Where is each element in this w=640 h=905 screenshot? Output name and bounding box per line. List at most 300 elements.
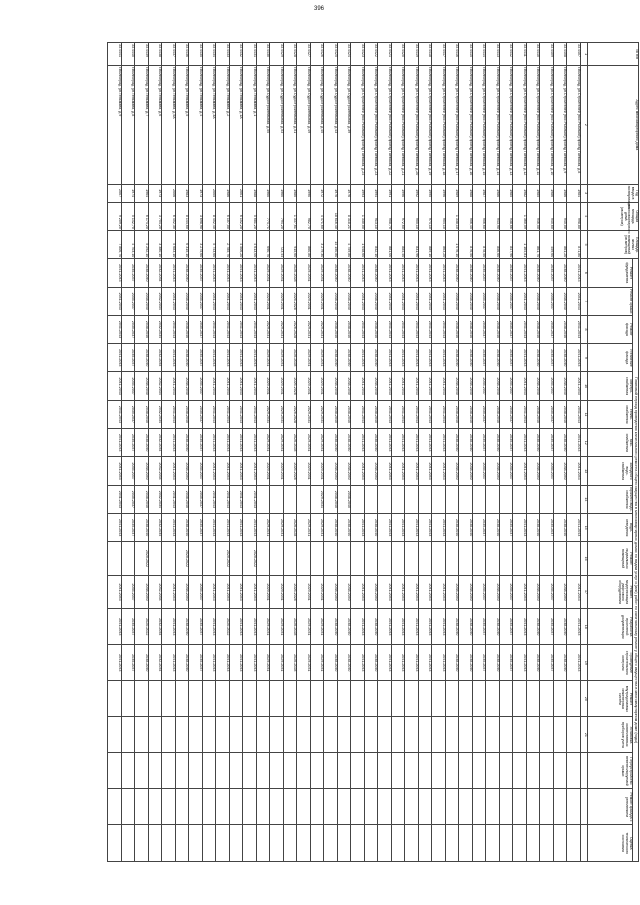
cell-address: г.Волгоград, ул.Тельмана, д.5: [176, 66, 190, 184]
cell-period: 2032-2034: [149, 344, 163, 372]
cell-period: 2038-2040: [446, 429, 460, 457]
cell-period: [135, 717, 149, 753]
cell-period: 2038-2040: [486, 645, 500, 681]
cell-address: г.Волгоград, ул.Строителей (пос.Рыбачий) проезд Гаевская, д.20: [405, 66, 419, 184]
cell-period: [459, 717, 473, 753]
cell-address: г.Волгоград, ул.Строителей (пос.Рыбачий) проезд Гаевская, д.15: [473, 66, 487, 184]
cell-period: 2041-2043: [108, 575, 122, 608]
cell-period: 2038-2040: [324, 609, 338, 645]
cell-period: 2038-2040: [365, 344, 379, 372]
header-work-type: Установка коллективных приборов учета: [588, 717, 633, 753]
cell-period: 2041-2043: [351, 645, 365, 681]
cell-period: 2035-2037: [189, 429, 203, 457]
table-row: [419, 43, 433, 862]
cell-period: 2035-2037: [122, 485, 136, 513]
cell-period: 2041-2043: [432, 315, 446, 343]
cell-period: [230, 753, 244, 789]
cell-living: 863,20: [432, 230, 446, 258]
cell-period: [500, 485, 514, 513]
cell-period: 2026-2028: [284, 609, 298, 645]
cell-period: 2041-2043: [108, 400, 122, 428]
cell-period: [216, 825, 230, 862]
cell-period: 2041-2043: [378, 457, 392, 485]
header-address: Адрес многоквартирного дома: [588, 66, 639, 184]
cell-period: 2029-2031: [297, 259, 311, 287]
cell-period: [203, 542, 217, 575]
cell-period: 2035-2037: [473, 372, 487, 400]
cell-period: [459, 825, 473, 862]
cell-period: [486, 717, 500, 753]
cell-period: 2038-2040: [446, 287, 460, 315]
cell-period: [351, 789, 365, 825]
cell-address: г.Волгоград, ул.Строителей (пос.Рыбачий) проезд Гаевская, д.11: [527, 66, 541, 184]
cell-period: 2038-2040: [459, 344, 473, 372]
cell-period: 2041-2043: [419, 400, 433, 428]
cell-period: [108, 753, 122, 789]
cell-period: [243, 681, 257, 717]
cell-year: 1973: [149, 184, 163, 202]
cell-area: 1 330,00: [351, 202, 365, 230]
cell-period: 2041-2043: [162, 485, 176, 513]
cell-no: 33.4420: [392, 43, 406, 66]
cell-no: 33.4417: [432, 43, 446, 66]
cell-period: 2038-2040: [338, 400, 352, 428]
cell-period: 2038-2040: [365, 372, 379, 400]
cell-period: 2038-2040: [176, 575, 190, 608]
cell-living: 3 380,10: [149, 230, 163, 258]
cell-period: 2035-2037: [473, 287, 487, 315]
cell-no: 33.4419: [405, 43, 419, 66]
cell-period: 2041-2043: [432, 400, 446, 428]
cell-period: 2041-2043: [203, 344, 217, 372]
cell-period: [378, 681, 392, 717]
cell-living: 690,70: [257, 230, 271, 258]
cell-period: 2035-2037: [473, 259, 487, 287]
cell-period: [446, 753, 460, 789]
cell-period: 2038-2040: [324, 645, 338, 681]
cell-period: [446, 542, 460, 575]
cell-no: 33.4422: [365, 43, 379, 66]
cell-period: 2041-2043: [567, 259, 581, 287]
cell-period: 2035-2037: [500, 575, 514, 608]
cell-area: 958,70: [378, 202, 392, 230]
cell-period: 2041-2043: [243, 575, 257, 608]
cell-area: 974,10: [419, 202, 433, 230]
cell-period: 2041-2043: [203, 372, 217, 400]
cell-period: 2035-2037: [189, 287, 203, 315]
cell-year: 2001: [230, 184, 244, 202]
cell-period: 2032-2034: [149, 514, 163, 542]
cell-period: 2038-2040: [176, 485, 190, 513]
cell-period: 2029-2031: [270, 457, 284, 485]
cell-period: 2026-2028: [284, 400, 298, 428]
cell-period: 2029-2031: [270, 514, 284, 542]
cell-period: 2041-2043: [230, 372, 244, 400]
cell-year: 1989: [446, 184, 460, 202]
cell-no: 33.4427: [297, 43, 311, 66]
table-row: [392, 43, 406, 862]
cell-period: 2041-2043: [567, 514, 581, 542]
cell-period: [513, 542, 527, 575]
cell-period: [243, 825, 257, 862]
cell-period: 2041-2043: [419, 514, 433, 542]
cell-period: [284, 825, 298, 862]
column-number: 13: [581, 457, 588, 485]
cell-area: 3 698,90: [189, 202, 203, 230]
header-work-type: Разработка проектной документации: [588, 609, 633, 645]
cell-period: [419, 542, 433, 575]
cell-period: 2029-2031: [297, 609, 311, 645]
cell-area: 6 174,20: [135, 202, 149, 230]
cell-period: [513, 789, 527, 825]
table-row: [567, 43, 581, 862]
cell-period: 2041-2043: [392, 645, 406, 681]
cell-period: 2035-2037: [500, 645, 514, 681]
cell-period: 2041-2043: [162, 645, 176, 681]
cell-period: 2041-2043: [378, 400, 392, 428]
cell-period: [378, 485, 392, 513]
cell-period: 2041-2043: [216, 645, 230, 681]
cell-period: 2026-2028: [284, 344, 298, 372]
cell-period: 2041-2043: [216, 315, 230, 343]
cell-period: 2041-2043: [203, 429, 217, 457]
cell-address: г.Волгоград, ул.Судостроительная, д.53: [270, 66, 284, 184]
table-row: [243, 43, 257, 862]
cell-period: 2041-2043: [567, 457, 581, 485]
cell-period: 2038-2040: [365, 259, 379, 287]
cell-period: 2041-2043: [162, 372, 176, 400]
cell-living: 876,50: [459, 230, 473, 258]
cell-period: 2035-2037: [500, 429, 514, 457]
cell-period: 2032-2034: [149, 575, 163, 608]
cell-period: 2035-2037: [473, 400, 487, 428]
cell-period: 2035-2037: [189, 457, 203, 485]
cell-period: 2038-2040: [554, 372, 568, 400]
cell-year: 1976: [338, 184, 352, 202]
cell-period: 2038-2040: [554, 315, 568, 343]
cell-period: 2041-2043: [432, 457, 446, 485]
cell-address: г.Волгоград, ул.Строителей (пос.Рыбачий) проезд Гаевская, д.23: [365, 66, 379, 184]
cell-address: г.Волгоград, ул.Строителей (пос.Рыбачий) проезд Гаевская, д.16: [459, 66, 473, 184]
cell-period: 2038-2040: [486, 287, 500, 315]
cell-period: 2038-2040: [176, 372, 190, 400]
cell-area: 8 144,60: [176, 202, 190, 230]
cell-period: 2041-2043: [162, 609, 176, 645]
cell-period: 2041-2043: [405, 457, 419, 485]
cell-period: [311, 753, 325, 789]
cell-period: 2041-2043: [405, 645, 419, 681]
cell-period: [216, 717, 230, 753]
cell-period: 2041-2043: [567, 400, 581, 428]
cell-period: [554, 753, 568, 789]
cell-living: 4 703,10: [122, 230, 136, 258]
cell-period: [189, 825, 203, 862]
cell-period: 2029-2031: [270, 575, 284, 608]
cell-period: [351, 485, 365, 513]
cell-period: 2029-2031: [297, 575, 311, 608]
cell-period: [446, 485, 460, 513]
cell-period: [149, 753, 163, 789]
table-row: [216, 43, 230, 862]
cell-period: [338, 542, 352, 575]
cell-period: 2035-2037: [122, 315, 136, 343]
cell-period: [162, 753, 176, 789]
cell-address: г.Волгоград, ул.Строителей (пос.Рыбачий) проезд Гаевская, д.21: [392, 66, 406, 184]
rotated-table-wrapper: [104, 42, 639, 878]
cell-period: 2035-2037: [122, 259, 136, 287]
table-row: [270, 43, 284, 862]
cell-period: 2041-2043: [243, 287, 257, 315]
cell-period: 2035-2037: [540, 315, 554, 343]
cell-no: 33.4416: [446, 43, 460, 66]
cell-period: 2041-2043: [419, 287, 433, 315]
cell-period: 2035-2037: [189, 372, 203, 400]
cell-period: [162, 681, 176, 717]
cell-period: [540, 789, 554, 825]
cell-period: 2035-2037: [540, 575, 554, 608]
cell-period: [540, 485, 554, 513]
cell-period: [567, 681, 581, 717]
cell-period: [257, 542, 271, 575]
cell-period: [311, 681, 325, 717]
cell-period: [405, 485, 419, 513]
cell-period: [513, 753, 527, 789]
cell-period: 2038-2040: [135, 429, 149, 457]
cell-living: 1 164,81: [513, 230, 527, 258]
cell-period: 2038-2040: [338, 514, 352, 542]
cell-period: 2041-2043: [243, 344, 257, 372]
cell-period: 2041-2043: [513, 609, 527, 645]
cell-period: 2029-2031: [270, 645, 284, 681]
header-work-type: газо-снабжения: [588, 429, 633, 457]
cell-period: [365, 542, 379, 575]
cell-period: [257, 681, 271, 717]
cell-living: 847,90: [500, 230, 514, 258]
cell-period: 2038-2040: [486, 609, 500, 645]
cell-year: 1985: [500, 184, 514, 202]
cell-period: 2035-2037: [500, 287, 514, 315]
cell-period: [459, 753, 473, 789]
cell-period: [257, 485, 271, 513]
cell-period: 2035-2037: [540, 344, 554, 372]
cell-period: 2041-2043: [243, 315, 257, 343]
cell-period: 2041-2043: [162, 400, 176, 428]
cell-period: 2041-2043: [243, 609, 257, 645]
cell-period: 2029-2031: [257, 609, 271, 645]
header-work-type: Оценка технического состояния: [588, 825, 633, 862]
cell-period: 2029-2031: [297, 372, 311, 400]
cell-no: 33.4440: [122, 43, 136, 66]
cell-no: 33.4437: [162, 43, 176, 66]
cell-period: 2038-2040: [459, 609, 473, 645]
cell-period: 2038-2040: [527, 400, 541, 428]
cell-period: 2026-2028: [284, 315, 298, 343]
cell-period: 2038-2040: [365, 645, 379, 681]
cell-period: 2038-2040: [338, 575, 352, 608]
cell-period: [392, 681, 406, 717]
cell-period: [135, 753, 149, 789]
cell-period: [392, 825, 406, 862]
cell-period: 2041-2043: [567, 372, 581, 400]
cell-area: 956,60: [473, 202, 487, 230]
cell-period: 2038-2040: [176, 609, 190, 645]
cell-no: 33.4408: [554, 43, 568, 66]
table-row: [500, 43, 514, 862]
cell-year: 1964: [135, 184, 149, 202]
cell-period: [567, 789, 581, 825]
cell-living: 856,60: [486, 230, 500, 258]
cell-area: 6 107,00: [216, 202, 230, 230]
cell-no: 33.4441: [108, 43, 122, 66]
table-row: [378, 43, 392, 862]
cell-period: [378, 789, 392, 825]
cell-period: 2038-2040: [554, 575, 568, 608]
table-row: [162, 43, 176, 862]
cell-period: 2038-2040: [459, 514, 473, 542]
cell-period: [284, 789, 298, 825]
cell-period: 2038-2040: [176, 400, 190, 428]
cell-period: 2038-2040: [459, 315, 473, 343]
cell-period: 2038-2040: [365, 429, 379, 457]
cell-period: [567, 753, 581, 789]
cell-period: [378, 753, 392, 789]
cell-period: 2038-2040: [486, 259, 500, 287]
cell-period: [257, 753, 271, 789]
column-number: 21: [581, 717, 588, 753]
column-number: 19: [581, 645, 588, 681]
cell-period: [324, 717, 338, 753]
cell-living: 723,44: [270, 230, 284, 258]
cell-period: 2041-2043: [567, 429, 581, 457]
cell-area: 972,60: [392, 202, 406, 230]
cell-period: 2035-2037: [473, 575, 487, 608]
cell-period: [176, 681, 190, 717]
cell-period: [176, 753, 190, 789]
cell-period: 2041-2043: [513, 259, 527, 287]
cell-period: [365, 717, 379, 753]
cell-period: 2035-2037: [122, 609, 136, 645]
cell-year: 1972: [311, 184, 325, 202]
header-work-type: Ремонт крыши: [588, 287, 633, 315]
cell-living: 2 785,70: [216, 230, 230, 258]
cell-period: [338, 753, 352, 789]
table-row: [176, 43, 190, 862]
cell-period: 2038-2040: [446, 259, 460, 287]
cell-period: [486, 825, 500, 862]
cell-period: 2035-2037: [540, 645, 554, 681]
cell-period: 2035-2037: [189, 485, 203, 513]
cell-period: 2038-2040: [365, 315, 379, 343]
column-number: 16: [581, 542, 588, 575]
table-row: [554, 43, 568, 862]
cell-period: 2035-2037: [189, 645, 203, 681]
cell-period: [203, 789, 217, 825]
cell-period: [486, 753, 500, 789]
cell-area: 945,00: [554, 202, 568, 230]
cell-period: 2026-2028: [284, 429, 298, 457]
cell-period: [135, 789, 149, 825]
cell-period: 2038-2040: [135, 457, 149, 485]
cell-period: [257, 789, 271, 825]
cell-period: [446, 825, 460, 862]
cell-period: 2038-2040: [324, 485, 338, 513]
cell-period: 2041-2043: [230, 315, 244, 343]
cell-period: 2029-2031: [270, 400, 284, 428]
cell-period: [419, 753, 433, 789]
cell-period: 2041-2043: [432, 575, 446, 608]
cell-living: 1 076,10: [446, 230, 460, 258]
cell-period: [419, 681, 433, 717]
column-number: 14: [581, 485, 588, 513]
cell-period: [419, 485, 433, 513]
cell-period: 2029-2031: [270, 609, 284, 645]
cell-period: 2038-2040: [365, 457, 379, 485]
header-work-type: Ремонт, модернизация лифтового оборудования: [588, 575, 633, 608]
cell-no: 33.4413: [486, 43, 500, 66]
cell-year: 1995: [419, 184, 433, 202]
cell-period: 2029-2031: [270, 372, 284, 400]
cell-period: 2035-2037: [189, 514, 203, 542]
cell-period: 2041-2043: [108, 315, 122, 343]
cell-no: 33.4435: [189, 43, 203, 66]
cell-period: [351, 753, 365, 789]
cell-period: 2041-2043: [243, 259, 257, 287]
cell-period: 2041-2043: [513, 287, 527, 315]
cell-year: 1960: [257, 184, 271, 202]
cell-period: 2029-2031: [257, 259, 271, 287]
header-group-title: Плановый период проведения капитального ремонта общего имущества в многоквартирных домах по видам услуг и (или) работ по капитальному ремонту общего имущества в многоквартирном доме (годы): [633, 259, 639, 862]
cell-period: 2041-2043: [108, 609, 122, 645]
cell-period: 2038-2040: [554, 645, 568, 681]
cell-period: 2035-2037: [500, 315, 514, 343]
cell-period: [270, 753, 284, 789]
cell-period: [297, 681, 311, 717]
cell-period: [459, 542, 473, 575]
cell-period: 2041-2043: [392, 575, 406, 608]
cell-period: 2032-2034: [149, 372, 163, 400]
cell-address: г.Волгоград, ул.Тельмана, д.1: [243, 66, 257, 184]
cell-living: 871,80: [567, 230, 581, 258]
cell-period: 2038-2040: [338, 485, 352, 513]
cell-period: [162, 717, 176, 753]
cell-period: 2041-2043: [230, 259, 244, 287]
header-work-type: Переустройство невентилируемой крыши: [588, 753, 633, 789]
cell-period: 2041-2043: [419, 609, 433, 645]
cell-period: 2035-2037: [500, 400, 514, 428]
cell-area: 4 471,60: [311, 202, 325, 230]
cell-period: [189, 542, 203, 575]
cell-period: [203, 825, 217, 862]
header-work-type: тепло-снабжения: [588, 400, 633, 428]
cell-period: 2041-2043: [405, 609, 419, 645]
cell-period: [527, 789, 541, 825]
cell-period: 2038-2040: [324, 344, 338, 372]
cell-period: 2041-2043: [216, 429, 230, 457]
cell-period: 2035-2037: [122, 575, 136, 608]
cell-year: 1976: [324, 184, 338, 202]
cell-period: 2041-2043: [351, 259, 365, 287]
cell-period: 2041-2043: [405, 287, 419, 315]
cell-period: 2041-2043: [513, 514, 527, 542]
cell-period: 2041-2043: [230, 287, 244, 315]
cell-year: 1987: [473, 184, 487, 202]
cell-period: 2038-2040: [135, 315, 149, 343]
header-work-type: водо-отведения: [588, 514, 633, 542]
cell-period: 2041-2043: [405, 575, 419, 608]
cell-year: 1984: [567, 184, 581, 202]
cell-period: 2032-2034: [149, 315, 163, 343]
cell-period: 2041-2043: [351, 514, 365, 542]
